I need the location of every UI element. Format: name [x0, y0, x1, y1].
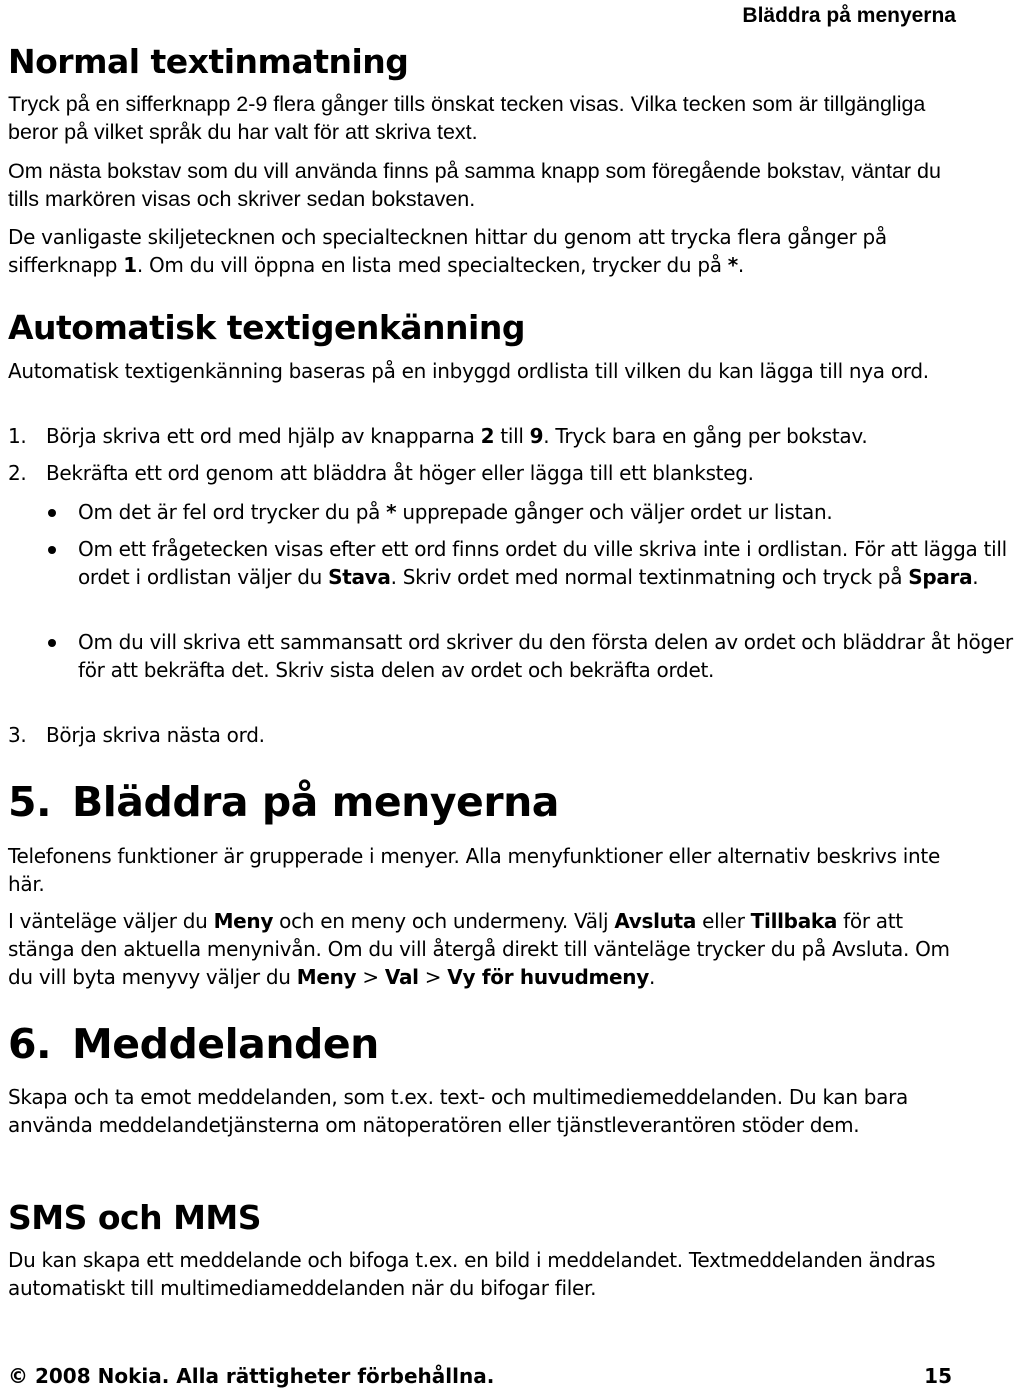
bullet-icon: [48, 546, 56, 554]
paragraph-auto-intro: Automatisk textigenkänning baseras på en inbyggd ordlista till vilken du kan lägga till nya ord.: [8, 359, 929, 383]
bullet-icon: [48, 639, 56, 647]
copyright-text: © 2008 Nokia. Alla rättigheter förbehållna.: [8, 1364, 495, 1388]
paragraph-menu-1: Telefonens funktioner är grupperade i menyer. Alla menyfunktioner eller alternativ beskrivs inte här.: [8, 844, 940, 896]
bullet-icon: [48, 509, 56, 517]
list-item-bullet-3: Om du vill skriva ett sammansatt ord skriver du den första delen av ordet och bläddrar åt höger för att bekräfta det. Skriv sista delen av ordet och bekräfta ordet.: [8, 628, 1026, 684]
chapter-title-5: 5. Bläddra på menyerna: [8, 778, 559, 826]
list-item-bullet-2: Om ett frågetecken visas efter ett ord finns ordet du ville skriva inte i ordlistan. För att lägga till ordet i ordlistan väljer du Stava. Skriv ordet med normal textinmatning och tryck på Spara.: [8, 535, 1026, 591]
list-item-bullet-1: Om det är fel ord trycker du på * upprepade gånger och väljer ordet ur listan.: [8, 498, 1026, 526]
running-header: Bläddra på menyerna: [742, 4, 956, 27]
chapter-title-6: 6. Meddelanden: [8, 1020, 379, 1068]
paragraph-messages-1: Skapa och ta emot meddelanden, som t.ex. text- och multimediemeddelanden. Du kan bara använda meddelandetjänsterna om nätoperatören eller tjänstleverantören stöder dem.: [8, 1085, 909, 1137]
list-item-step-3: 3. Börja skriva nästa ord.: [8, 723, 265, 747]
paragraph-normal-2: Om nästa bokstav som du vill använda finns på samma knapp som föregående bokstav, väntar du tills markören visas och skriver sedan bokstaven.: [8, 159, 941, 211]
page-footer: [8, 1364, 956, 1388]
list-item-step-1: 1. Börja skriva ett ord med hjälp av knapparna 2 till 9. Tryck bara en gång per bokstav.: [8, 424, 868, 448]
paragraph-normal-3: De vanligaste skiljetecknen och specialtecknen hittar du genom att trycka flera gånger på sifferknapp 1. Om du vill öppna en lista med specialtecken, trycker du på *.: [8, 225, 887, 277]
section-title-sms-mms: SMS och MMS: [8, 1198, 262, 1237]
section-title-auto-text: Automatisk textigenkänning: [8, 308, 525, 347]
list-item-step-2: 2. Bekräfta ett ord genom att bläddra åt höger eller lägga till ett blanksteg.: [8, 461, 754, 485]
paragraph-normal-1: Tryck på en sifferknapp 2-9 flera gånger tills önskat tecken visas. Vilka tecken som är tillgängliga beror på vilket språk du har valt för att skriva text.: [8, 92, 926, 144]
page-number: 15: [924, 1364, 952, 1388]
section-title-normal-input: Normal textinmatning: [8, 42, 409, 81]
paragraph-sms-1: Du kan skapa ett meddelande och bifoga t.ex. en bild i meddelandet. Textmeddelanden ändras automatiskt till multimediameddelanden när du bifogar filer.: [8, 1248, 936, 1300]
paragraph-menu-2: I vänteläge väljer du Meny och en meny och undermeny. Välj Avsluta eller Tillbaka för att stänga den aktuella menynivån. Om du vill återgå direkt till vänteläge trycker du på Avsluta. Om du vill byta menyvy väljer du Meny > Val > Vy för huvudmeny.: [8, 909, 950, 989]
